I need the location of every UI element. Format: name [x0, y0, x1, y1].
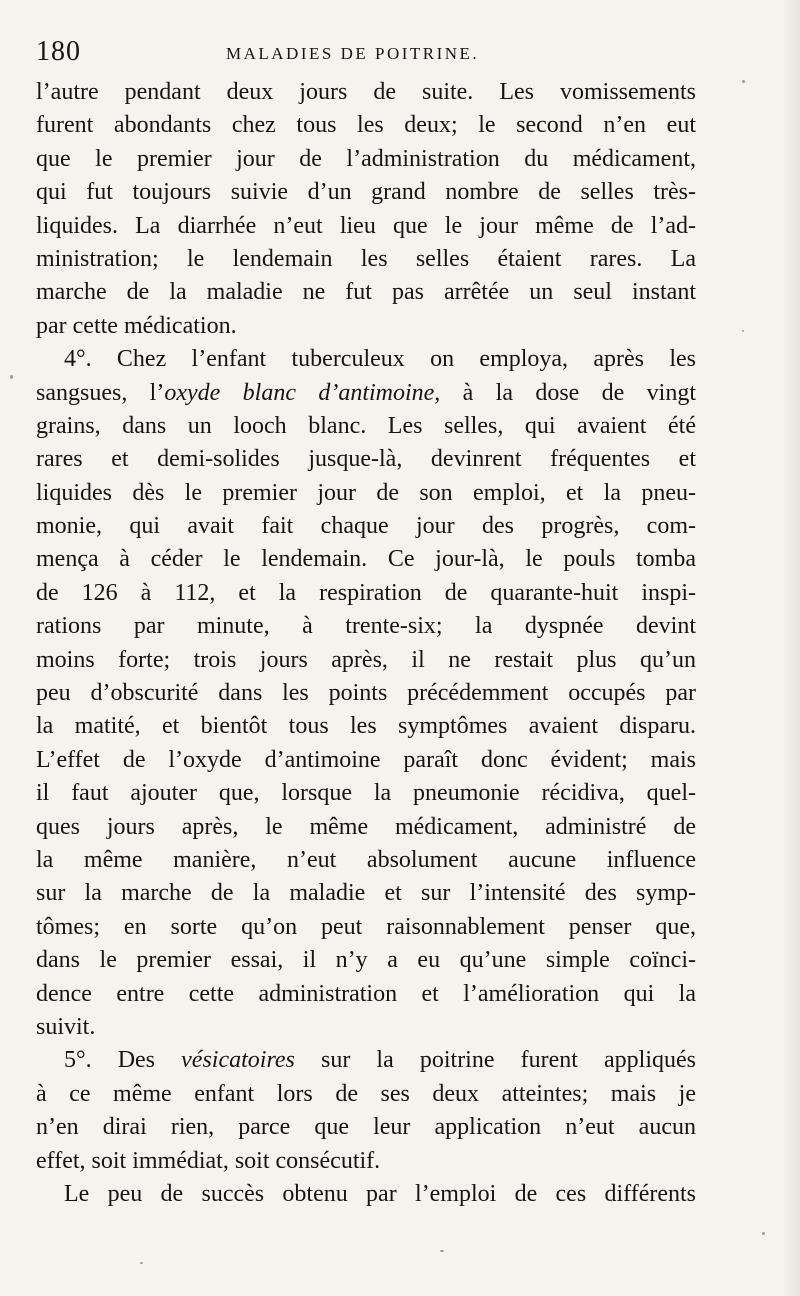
text-line: l’autre pendant deux jours de suite. Les vomissements — [36, 79, 696, 105]
text-line: qui fut toujours suivie d’un grand nombre de selles très- — [36, 179, 696, 206]
ink-speck — [742, 330, 744, 332]
text-line: marche de la maladie ne fut pas arrêtée un seul instant — [36, 279, 696, 306]
text-line: la matité, et bientôt tous les symptômes avaient disparu. — [36, 713, 696, 740]
paragraph-6-start: Le peu de succès obtenu par l’emploi de ces différents — [64, 1180, 696, 1207]
paragraph-5-start: 5°. Des vésicatoires sur la poitrine furent appliqués — [64, 1047, 697, 1074]
italic-term: oxyde blanc d’antimoine, — [164, 379, 441, 406]
ink-speck — [762, 1232, 765, 1235]
text-line: L’effet de l’oxyde d’antimoine paraît donc évident; mais — [36, 746, 696, 773]
text-line: de 126 à 112, et la respiration de quarante-huit inspi- — [36, 579, 696, 606]
text-line: dans le premier essai, il n’y a eu qu’une simple coïnci- — [36, 947, 696, 974]
text-line: liquides. La diarrhée n’eut lieu que le jour même de l’ad- — [36, 212, 696, 239]
ink-speck — [742, 80, 745, 83]
ink-speck — [440, 1250, 444, 1252]
text-line: grains, dans un looch blanc. Les selles, qui avaient été — [36, 412, 696, 439]
text-line: suivit. — [36, 1013, 96, 1040]
text-line: peu d’obscurité dans les points précédemment occupés par — [36, 680, 696, 707]
ink-speck — [10, 375, 13, 379]
paragraph-4-start: 4°. Chez l’enfant tuberculeux on employa, après les — [64, 346, 696, 373]
text-line: rares et demi-solides jusque-là, devinrent fréquentes et — [36, 446, 696, 473]
text-line: rations par minute, à trente-six; la dyspnée devint — [36, 613, 696, 640]
page-header — [36, 34, 696, 70]
text-line: ministration; le lendemain les selles étaient rares. La — [36, 245, 696, 272]
text-line: moins forte; trois jours après, il ne restait plus qu’un — [36, 646, 696, 673]
running-head: MALADIES DE POITRINE. — [226, 44, 480, 63]
text-line: sangsues, l’oxyde blanc d’antimoine, à la dose de vingt — [36, 379, 697, 406]
text-line: liquides dès le premier jour de son emploi, et la pneu- — [36, 479, 696, 506]
text-line: dence entre cette administration et l’amélioration qui la — [36, 980, 696, 1007]
page-edge-shadow — [782, 0, 800, 1296]
text-line: par cette médication. — [36, 312, 237, 339]
text-line: à ce même enfant lors de ses deux atteintes; mais je — [36, 1080, 696, 1107]
text-line: furent abondants chez tous les deux; le second n’en eut — [36, 112, 696, 139]
text-line: effet, soit immédiat, soit consécutif. — [36, 1147, 381, 1174]
body-text — [36, 76, 696, 1211]
text-line: sur la marche de la maladie et sur l’intensité des symp- — [36, 880, 696, 907]
italic-term: vésicatoires — [181, 1047, 295, 1074]
text-line: il faut ajouter que, lorsque la pneumonie récidiva, quel- — [36, 780, 696, 807]
text-line: la même manière, n’eut absolument aucune influence — [36, 846, 696, 873]
text-line: tômes; en sorte qu’on peut raisonnablement penser que, — [36, 913, 696, 940]
ink-speck — [140, 1262, 143, 1264]
text-line: monie, qui avait fait chaque jour des progrès, com- — [36, 513, 696, 540]
text-line: n’en dirai rien, parce que leur application n’eut aucun — [36, 1114, 696, 1141]
text-line: mença à céder le lendemain. Ce jour-là, le pouls tomba — [36, 546, 696, 573]
page-number: 180 — [36, 36, 81, 67]
text-line: que le premier jour de l’administration du médicament, — [36, 145, 696, 172]
text-line: ques jours après, le même médicament, administré de — [36, 813, 696, 840]
